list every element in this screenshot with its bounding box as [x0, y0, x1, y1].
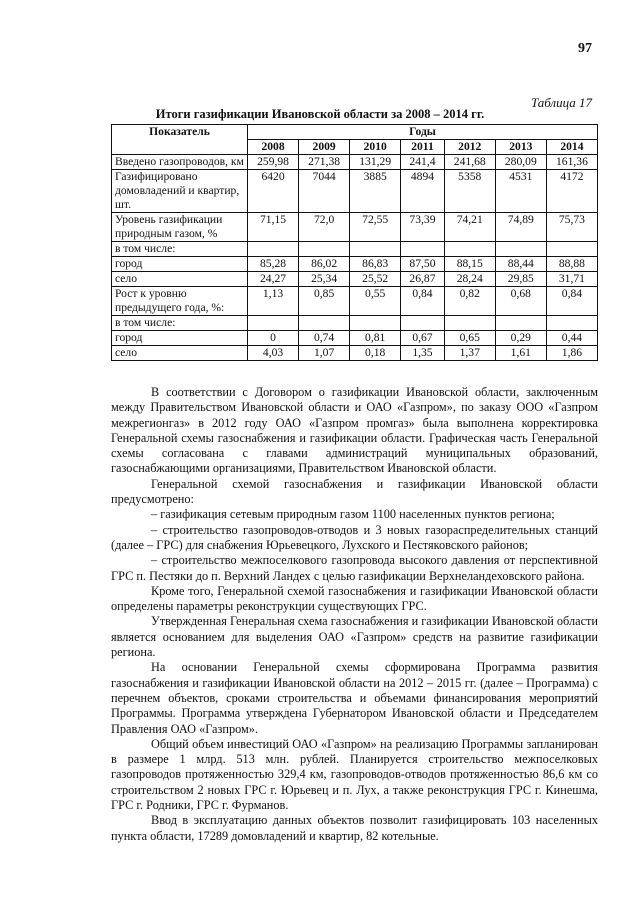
paragraph: Ввод в эксплуатацию данных объектов позволит газифицировать 103 населенных пункта области, 17289 домовладений и квартир, 82 котельные. [111, 813, 598, 843]
table-row [112, 170, 598, 213]
table-cell: 71,15 [248, 213, 299, 242]
table-row [112, 346, 598, 361]
table-cell [350, 316, 401, 331]
table-cell: 4531 [495, 170, 546, 213]
table-cell: 0,82 [444, 287, 495, 316]
table-cell [495, 242, 546, 257]
paragraph: Общий объем инвестиций ОАО «Газпром» на реализацию Программы запланирован в размере 1 млрд. 513 млн. рублей. Планируется строительство межпоселковых газопроводов протяженностью 329,4 км, газопроводов-отводов протяженностью 86,6 км со строительством 2 новых ГРС г. Юрьевец и п. Лух, а также реконструкция ГРС г. Кинешма, ГРС г. Родники, ГРС г. Фурманов. [111, 736, 598, 813]
table-cell: 0,44 [546, 331, 597, 346]
table-row [112, 213, 598, 242]
table-header-row [112, 125, 598, 140]
table-cell: 241,68 [444, 155, 495, 170]
row-label: Газифицировано домовладений и квартир, шт. [112, 170, 248, 213]
table-cell: 25,34 [299, 272, 350, 287]
table-row [112, 316, 598, 331]
row-label: в том числе: [112, 316, 248, 331]
table-cell: 72,0 [299, 213, 350, 242]
row-label: город [112, 257, 248, 272]
table-cell [248, 242, 299, 257]
paragraph: Утвержденная Генеральная схема газоснабжения и газификации Ивановской области является основанием для выделения ОАО «Газпром» средств на развитие газификации региона. [111, 614, 598, 660]
table-cell [401, 316, 444, 331]
table-cell: 1,61 [495, 346, 546, 361]
year-header: 2008 [248, 140, 299, 155]
table-cell: 6420 [248, 170, 299, 213]
list-item: – строительство газопроводов-отводов и 3 новых газораспределительных станций (далее – ГРС) для снабжения Юрьевецкого, Лухского и Пестяковского районов; [111, 522, 598, 552]
table-cell: 74,21 [444, 213, 495, 242]
table-cell: 1,35 [401, 346, 444, 361]
list-item: – строительство межпоселкового газопровода высокого давления от перспективной ГРС п. Пестяки до п. Верхний Ландех с целью газификации Верхнеландеховского района. [111, 553, 598, 583]
row-label: Введено газопроводов, км [112, 155, 248, 170]
table-caption: Таблица 17 [530, 95, 592, 110]
table-cell [401, 242, 444, 257]
table-cell: 26,87 [401, 272, 444, 287]
paragraph: Кроме того, Генеральной схемой газоснабжения и газификации Ивановской области определены параметры реконструкции существующих ГРС. [111, 583, 598, 614]
header-years-group: Годы [248, 125, 598, 140]
table-cell: 0,18 [350, 346, 401, 361]
table-cell: 74,89 [495, 213, 546, 242]
gasification-table [111, 124, 598, 361]
header-indicator: Показатель [112, 125, 248, 155]
table-cell: 86,83 [350, 257, 401, 272]
table-cell: 1,13 [248, 287, 299, 316]
table-title: Итоги газификации Ивановской области за 2008 – 2014 гг. [155, 107, 485, 121]
table-cell: 0,65 [444, 331, 495, 346]
row-label: село [112, 346, 248, 361]
row-label: село [112, 272, 248, 287]
table-cell: 4172 [546, 170, 597, 213]
table-cell: 88,44 [495, 257, 546, 272]
table-cell: 1,37 [444, 346, 495, 361]
table-cell [444, 316, 495, 331]
table-cell: 161,36 [546, 155, 597, 170]
table-cell: 4894 [401, 170, 444, 213]
table-cell: 0,84 [546, 287, 597, 316]
table-cell: 28,24 [444, 272, 495, 287]
table-row [112, 287, 598, 316]
table-cell: 72,55 [350, 213, 401, 242]
year-header: 2014 [546, 140, 597, 155]
table-cell: 5358 [444, 170, 495, 213]
table-cell [546, 242, 597, 257]
year-header: 2013 [495, 140, 546, 155]
table-cell: 259,98 [248, 155, 299, 170]
table-cell: 25,52 [350, 272, 401, 287]
page-number: 97 [578, 41, 592, 56]
table-cell: 87,50 [401, 257, 444, 272]
paragraph: Генеральной схемой газоснабжения и газификации Ивановской области предусмотрено: [111, 476, 598, 507]
table-cell: 280,09 [495, 155, 546, 170]
paragraph: В соответствии с Договором о газификации Ивановской области, заключенным между Правительством Ивановской области и ОАО «Газпром», по заказу ООО «Газпром межрегионгаз» в 2012 году ОАО «Газпром промгаз» была выполнена корректировка Генеральной схемы газоснабжения и газификации области. Графическая часть Генеральной схемы согласована с главами администраций муниципальных образований, газоснабжающими организациями, Правительством Ивановской области. [111, 385, 598, 476]
table-cell: 88,15 [444, 257, 495, 272]
table-cell [299, 242, 350, 257]
table-cell: 88,88 [546, 257, 597, 272]
table-row [112, 257, 598, 272]
paragraph: На основании Генеральной схемы сформирована Программа развития газоснабжения и газификации Ивановской области на 2012 – 2015 гг. (далее – Программа) с перечнем объектов, сроками строительства и объемами финансирования мероприятий Программы. Программа утверждена Губернатором Ивановской области и Председателем Правления ОАО «Газпром». [111, 660, 598, 736]
table-cell: 271,38 [299, 155, 350, 170]
year-header: 2009 [299, 140, 350, 155]
table-cell: 0 [248, 331, 299, 346]
row-label: в том числе: [112, 242, 248, 257]
table-cell: 86,02 [299, 257, 350, 272]
table-cell: 24,27 [248, 272, 299, 287]
table-cell: 0,67 [401, 331, 444, 346]
list-item: – газификация сетевым природным газом 1100 населенных пунктов региона; [151, 507, 555, 522]
table-cell: 3885 [350, 170, 401, 213]
table-cell: 29,85 [495, 272, 546, 287]
table-cell: 4,03 [248, 346, 299, 361]
table-cell [350, 242, 401, 257]
row-label: город [112, 331, 248, 346]
table-cell [299, 316, 350, 331]
table-row [112, 272, 598, 287]
table-cell: 241,4 [401, 155, 444, 170]
year-header: 2012 [444, 140, 495, 155]
table-cell: 1,07 [299, 346, 350, 361]
year-header: 2010 [350, 140, 401, 155]
table-row [112, 155, 598, 170]
table-cell: 0,84 [401, 287, 444, 316]
table-cell: 0,55 [350, 287, 401, 316]
table-cell [546, 316, 597, 331]
table-cell: 0,85 [299, 287, 350, 316]
table-cell: 31,71 [546, 272, 597, 287]
table-cell: 0,68 [495, 287, 546, 316]
table-cell: 0,81 [350, 331, 401, 346]
row-label: Уровень газификации природным газом, % [112, 213, 248, 242]
table-row [112, 331, 598, 346]
table-cell: 0,29 [495, 331, 546, 346]
table-cell [248, 316, 299, 331]
table-cell: 85,28 [248, 257, 299, 272]
table-cell: 1,86 [546, 346, 597, 361]
body-text [111, 385, 598, 844]
table-cell: 75,73 [546, 213, 597, 242]
row-label: Рост к уровню предыдущего года, %: [112, 287, 248, 316]
table-cell [495, 316, 546, 331]
year-header: 2011 [401, 140, 444, 155]
table-cell: 73,39 [401, 213, 444, 242]
table-cell: 131,29 [350, 155, 401, 170]
table-cell [444, 242, 495, 257]
table-row [112, 242, 598, 257]
table-cell: 0,74 [299, 331, 350, 346]
table-cell: 7044 [299, 170, 350, 213]
